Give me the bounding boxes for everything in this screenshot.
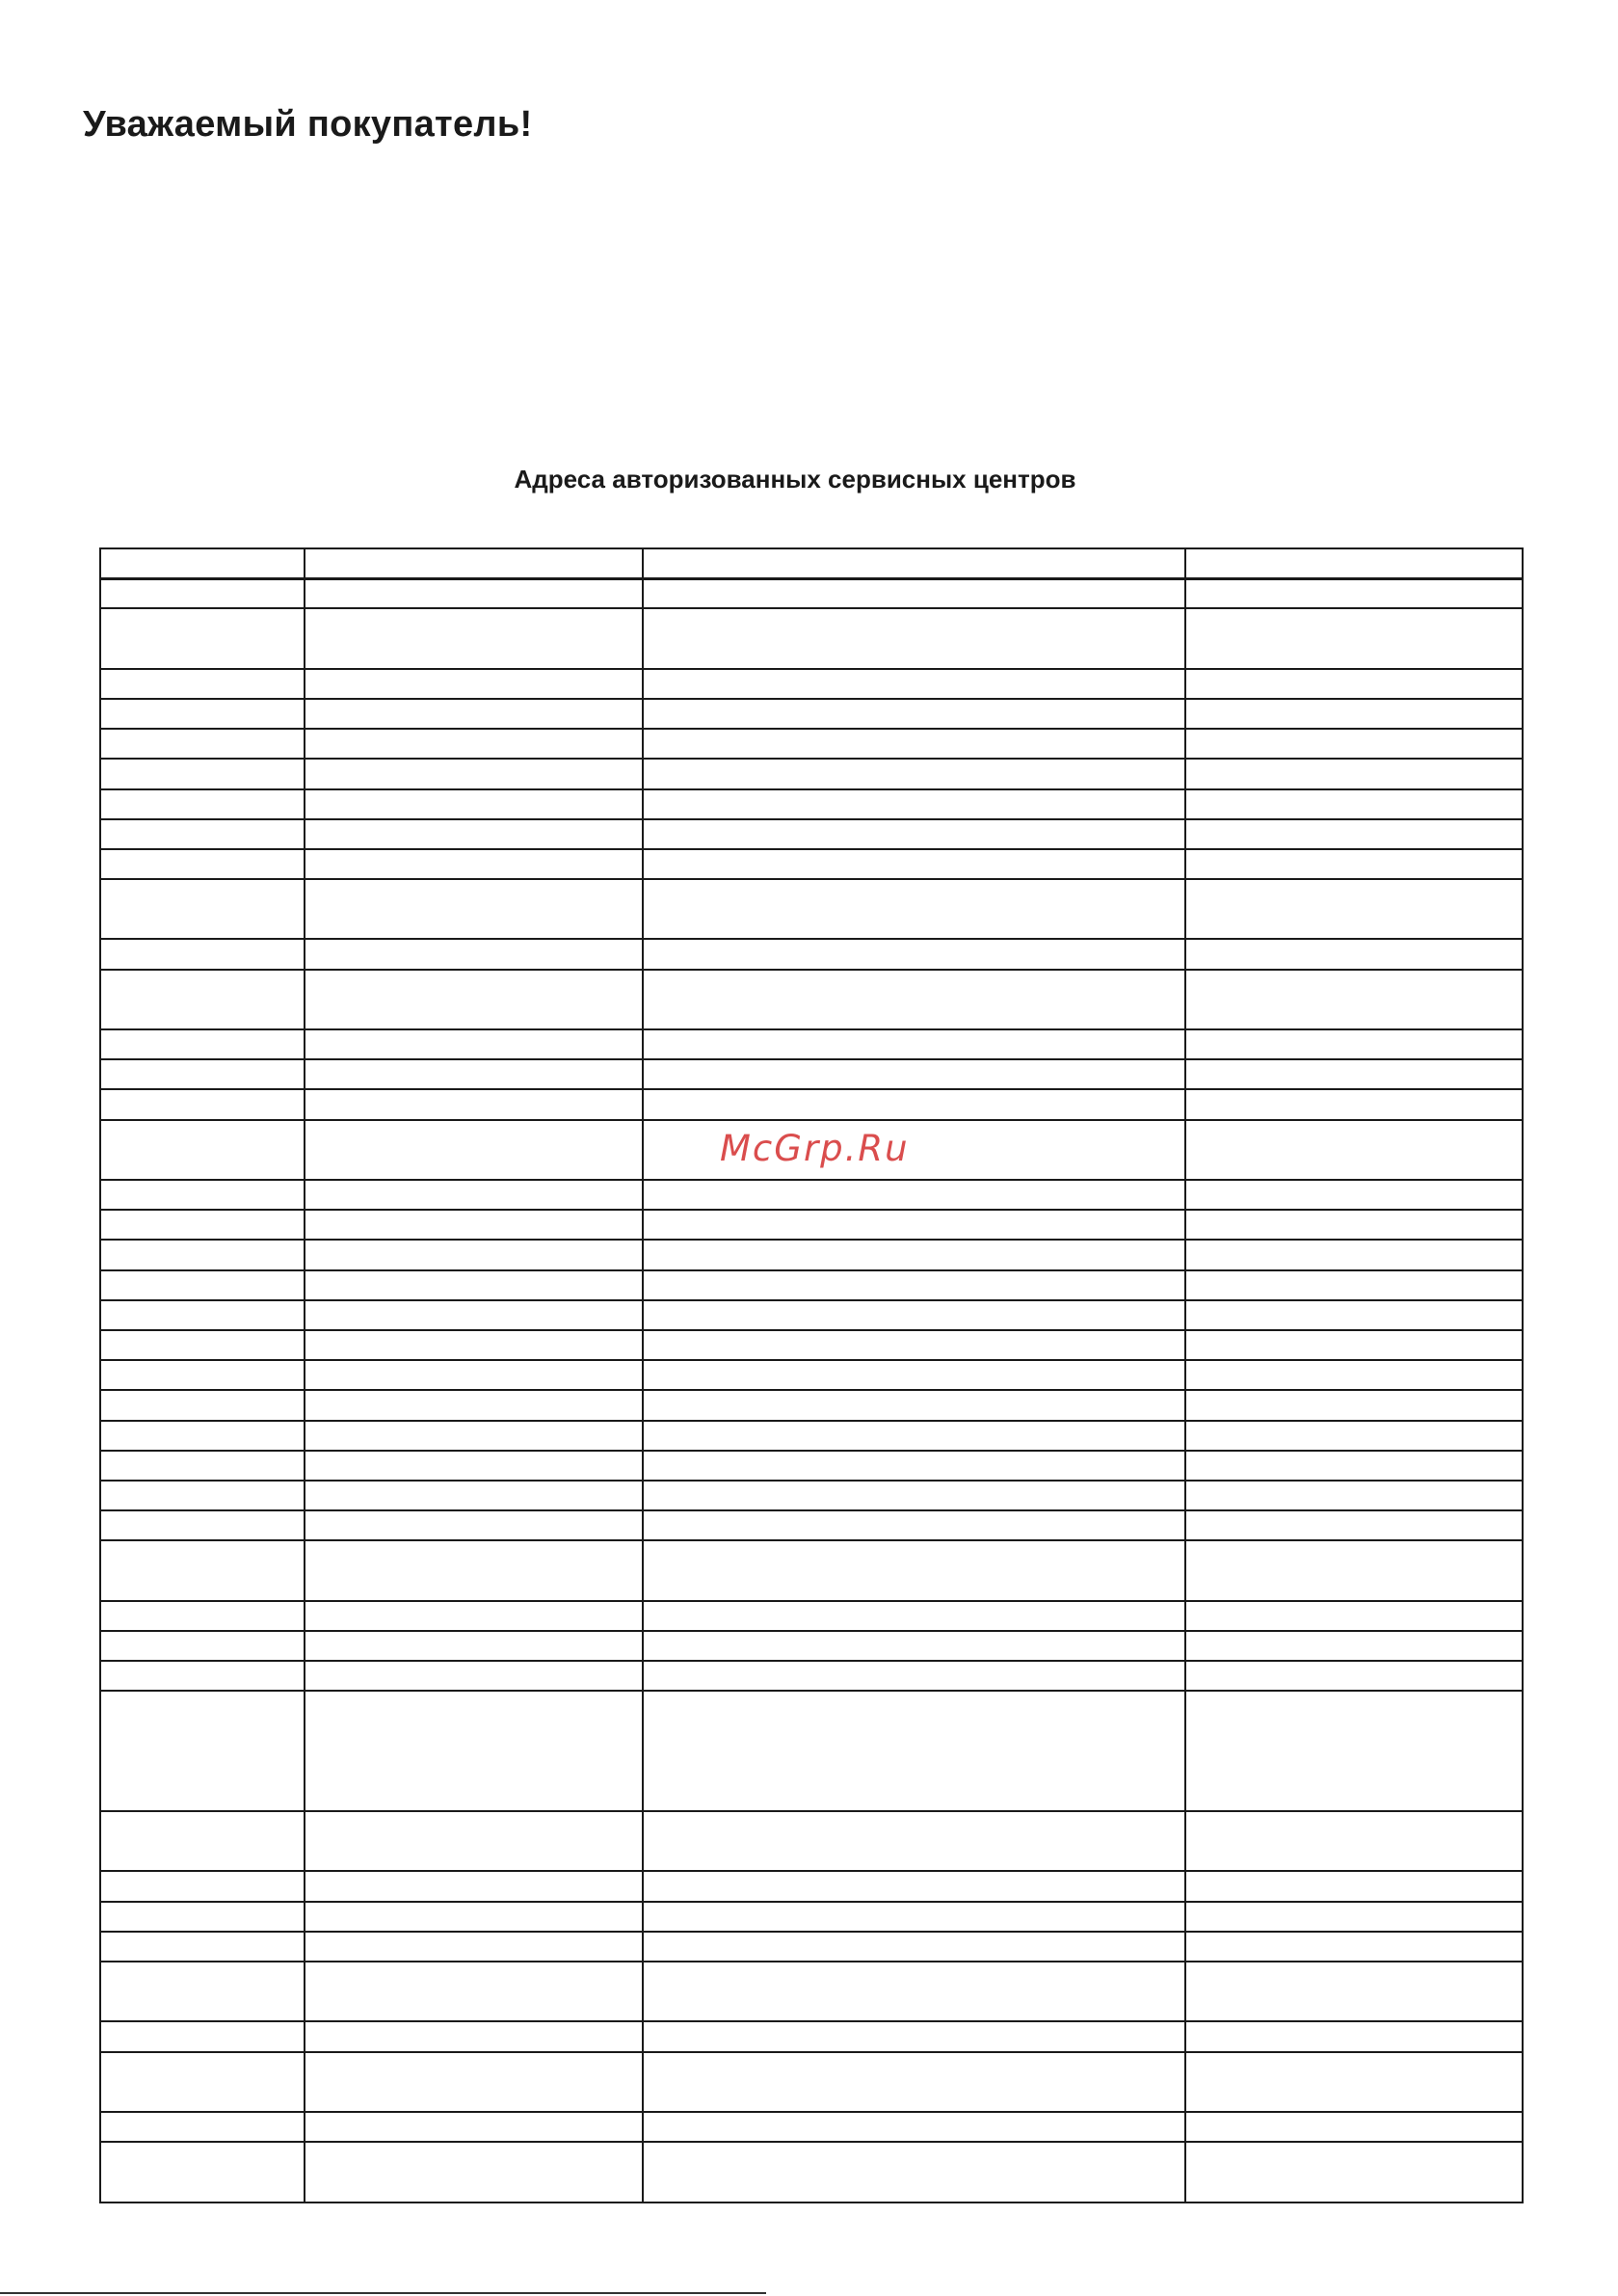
table-row bbox=[100, 1540, 1523, 1600]
table-cell bbox=[305, 1451, 643, 1481]
table-cell bbox=[1185, 1510, 1523, 1540]
table-cell bbox=[643, 1180, 1185, 1210]
table-cell bbox=[643, 939, 1185, 969]
table-cell bbox=[643, 1481, 1185, 1510]
table-row bbox=[100, 939, 1523, 969]
table-cell bbox=[1185, 1089, 1523, 1119]
table-cell bbox=[305, 1210, 643, 1240]
table-cell bbox=[643, 1510, 1185, 1540]
table-cell bbox=[1185, 1360, 1523, 1390]
table-cell bbox=[305, 1902, 643, 1932]
table-cell bbox=[643, 1631, 1185, 1661]
table-cell bbox=[305, 819, 643, 849]
table-row bbox=[100, 1029, 1523, 1059]
table-cell bbox=[100, 939, 305, 969]
table-cell bbox=[305, 789, 643, 819]
table-cell bbox=[643, 1330, 1185, 1360]
table-row bbox=[100, 2142, 1523, 2202]
table-cell bbox=[643, 1029, 1185, 1059]
table-row bbox=[100, 1481, 1523, 1510]
table-cell bbox=[1185, 2112, 1523, 2142]
table-cell bbox=[100, 2112, 305, 2142]
table-row bbox=[100, 1631, 1523, 1661]
table-cell bbox=[305, 759, 643, 788]
table-cell bbox=[100, 1330, 305, 1360]
table-cell bbox=[1185, 608, 1523, 668]
table-cell bbox=[305, 1120, 643, 1180]
table-row bbox=[100, 1510, 1523, 1540]
table-cell bbox=[100, 1811, 305, 1871]
table-cell bbox=[1185, 1691, 1523, 1811]
table-cell bbox=[1185, 1871, 1523, 1901]
table-cell bbox=[1185, 729, 1523, 759]
table-cell bbox=[643, 970, 1185, 1029]
table-row bbox=[100, 1210, 1523, 1240]
table-cell bbox=[1185, 879, 1523, 939]
table-cell bbox=[1185, 1481, 1523, 1510]
table-cell bbox=[1185, 1270, 1523, 1300]
table-cell bbox=[643, 1210, 1185, 1240]
table-cell bbox=[643, 1932, 1185, 1962]
table-cell bbox=[100, 669, 305, 699]
table-row bbox=[100, 2021, 1523, 2051]
table-cell bbox=[1185, 2142, 1523, 2202]
table-cell bbox=[1185, 1421, 1523, 1451]
table-cell bbox=[1185, 1661, 1523, 1691]
table-row bbox=[100, 1451, 1523, 1481]
table-cell bbox=[1185, 1540, 1523, 1600]
service-centers-title: Адреса авторизованных сервисных центров bbox=[514, 465, 1076, 494]
table-cell bbox=[305, 1601, 643, 1631]
table-cell bbox=[1185, 1210, 1523, 1240]
table-row bbox=[100, 970, 1523, 1029]
table-cell bbox=[643, 1300, 1185, 1330]
table-row bbox=[100, 1661, 1523, 1691]
table-cell bbox=[643, 1089, 1185, 1119]
footnote-rule bbox=[0, 2292, 766, 2294]
table-header-cell bbox=[305, 548, 643, 578]
table-cell bbox=[643, 699, 1185, 729]
table-cell bbox=[305, 1421, 643, 1451]
table-cell bbox=[305, 1240, 643, 1269]
table-cell bbox=[305, 1661, 643, 1691]
table-cell bbox=[643, 789, 1185, 819]
table-cell bbox=[1185, 1601, 1523, 1631]
table-cell bbox=[643, 1540, 1185, 1600]
table-row bbox=[100, 879, 1523, 939]
table-row bbox=[100, 1330, 1523, 1360]
table-cell bbox=[100, 1089, 305, 1119]
table-cell bbox=[305, 1932, 643, 1962]
table-row bbox=[100, 1059, 1523, 1089]
table-cell bbox=[100, 1029, 305, 1059]
table-row bbox=[100, 1089, 1523, 1119]
table-cell bbox=[643, 1871, 1185, 1901]
table-cell bbox=[1185, 970, 1523, 1029]
table-row bbox=[100, 1270, 1523, 1300]
table-cell bbox=[643, 1811, 1185, 1871]
table-cell bbox=[305, 1089, 643, 1119]
table-cell bbox=[643, 2052, 1185, 2112]
table-cell bbox=[305, 2021, 643, 2051]
table-cell bbox=[305, 2142, 643, 2202]
table-cell bbox=[305, 608, 643, 668]
table-cell bbox=[305, 1390, 643, 1420]
page-heading: Уважаемый покупатель! bbox=[83, 104, 533, 145]
table-row bbox=[100, 1871, 1523, 1901]
table-cell bbox=[305, 1300, 643, 1330]
table-cell bbox=[1185, 669, 1523, 699]
table-cell bbox=[643, 1962, 1185, 2021]
table-cell bbox=[100, 1631, 305, 1661]
table-cell bbox=[100, 970, 305, 1029]
table-cell bbox=[100, 789, 305, 819]
table-cell bbox=[643, 1661, 1185, 1691]
table-header-row bbox=[100, 548, 1523, 578]
table-cell bbox=[305, 849, 643, 879]
table-cell bbox=[643, 1390, 1185, 1420]
table-cell bbox=[1185, 1962, 1523, 2021]
table-row bbox=[100, 789, 1523, 819]
table-row bbox=[100, 1962, 1523, 2021]
table-cell bbox=[1185, 2021, 1523, 2051]
table-cell bbox=[1185, 1240, 1523, 1269]
table-cell bbox=[1185, 1811, 1523, 1871]
service-centers-table bbox=[99, 547, 1524, 2203]
watermark: McGrp.Ru bbox=[720, 1128, 910, 1169]
table-cell bbox=[100, 608, 305, 668]
table-cell bbox=[100, 1210, 305, 1240]
table-row bbox=[100, 759, 1523, 788]
table-cell bbox=[100, 1360, 305, 1390]
table-cell bbox=[305, 2112, 643, 2142]
table-cell bbox=[100, 2142, 305, 2202]
table-cell bbox=[100, 1902, 305, 1932]
table-cell bbox=[305, 1631, 643, 1661]
table-cell bbox=[643, 1421, 1185, 1451]
table-cell bbox=[643, 1240, 1185, 1269]
service-centers-table-wrapper bbox=[99, 547, 1522, 2203]
table-cell bbox=[100, 1932, 305, 1962]
table-cell bbox=[100, 849, 305, 879]
table-cell bbox=[305, 1691, 643, 1811]
table-cell bbox=[643, 578, 1185, 608]
table-cell bbox=[1185, 1390, 1523, 1420]
table-cell bbox=[1185, 939, 1523, 969]
table-cell bbox=[643, 1270, 1185, 1300]
table-row bbox=[100, 849, 1523, 879]
table-cell bbox=[100, 1270, 305, 1300]
table-cell bbox=[100, 2021, 305, 2051]
table-cell bbox=[643, 2112, 1185, 2142]
table-cell bbox=[305, 1811, 643, 1871]
table-cell bbox=[1185, 1451, 1523, 1481]
table-cell bbox=[100, 699, 305, 729]
table-cell bbox=[305, 939, 643, 969]
table-cell bbox=[1185, 1029, 1523, 1059]
table-cell bbox=[643, 2021, 1185, 2051]
table-row bbox=[100, 1421, 1523, 1451]
table-cell bbox=[643, 729, 1185, 759]
table-cell bbox=[305, 729, 643, 759]
table-row bbox=[100, 669, 1523, 699]
table-cell bbox=[100, 1421, 305, 1451]
table-cell bbox=[1185, 819, 1523, 849]
table-cell bbox=[100, 1601, 305, 1631]
table-cell bbox=[1185, 2052, 1523, 2112]
table-cell bbox=[305, 1540, 643, 1600]
table-cell bbox=[643, 879, 1185, 939]
table-cell bbox=[643, 669, 1185, 699]
table-row bbox=[100, 1360, 1523, 1390]
table-cell bbox=[305, 1330, 643, 1360]
table-cell bbox=[643, 1902, 1185, 1932]
table-cell bbox=[1185, 1300, 1523, 1330]
table-header-cell bbox=[100, 548, 305, 578]
table-cell bbox=[305, 1962, 643, 2021]
table-cell bbox=[305, 669, 643, 699]
table-row bbox=[100, 608, 1523, 668]
table-row bbox=[100, 1811, 1523, 1871]
table-header-cell bbox=[643, 548, 1185, 578]
table-cell bbox=[100, 1540, 305, 1600]
table-cell bbox=[1185, 699, 1523, 729]
table-cell bbox=[100, 729, 305, 759]
table-row bbox=[100, 1601, 1523, 1631]
table-row bbox=[100, 1932, 1523, 1962]
table-row bbox=[100, 1902, 1523, 1932]
table-cell bbox=[643, 759, 1185, 788]
table-cell bbox=[100, 1120, 305, 1180]
table-row bbox=[100, 819, 1523, 849]
table-cell bbox=[1185, 1120, 1523, 1180]
table-cell bbox=[1185, 1330, 1523, 1360]
table-cell bbox=[100, 1481, 305, 1510]
table-cell bbox=[100, 1871, 305, 1901]
table-cell bbox=[1185, 849, 1523, 879]
table-cell bbox=[305, 1029, 643, 1059]
table-cell bbox=[643, 2142, 1185, 2202]
table-cell bbox=[305, 699, 643, 729]
table-cell bbox=[305, 578, 643, 608]
table-cell bbox=[100, 1180, 305, 1210]
table-cell bbox=[643, 1601, 1185, 1631]
table-header-cell bbox=[1185, 548, 1523, 578]
table-cell bbox=[1185, 789, 1523, 819]
table-cell bbox=[1185, 1902, 1523, 1932]
table-cell bbox=[100, 578, 305, 608]
table-row bbox=[100, 1691, 1523, 1811]
table-cell bbox=[643, 608, 1185, 668]
table-cell bbox=[100, 879, 305, 939]
table-cell bbox=[100, 2052, 305, 2112]
table-row bbox=[100, 578, 1523, 608]
table-cell bbox=[1185, 578, 1523, 608]
table-cell bbox=[1185, 1932, 1523, 1962]
table-cell bbox=[305, 970, 643, 1029]
table-cell bbox=[100, 1390, 305, 1420]
table-cell bbox=[1185, 759, 1523, 788]
table-cell bbox=[100, 1661, 305, 1691]
table-cell bbox=[100, 1059, 305, 1089]
table-cell bbox=[305, 1180, 643, 1210]
table-cell bbox=[305, 879, 643, 939]
table-cell bbox=[1185, 1059, 1523, 1089]
table-cell bbox=[643, 1451, 1185, 1481]
table-cell bbox=[643, 849, 1185, 879]
table-row bbox=[100, 1390, 1523, 1420]
table-cell bbox=[305, 2052, 643, 2112]
table-row bbox=[100, 1300, 1523, 1330]
table-cell bbox=[100, 1240, 305, 1269]
table-row bbox=[100, 1240, 1523, 1269]
table-row bbox=[100, 1180, 1523, 1210]
table-cell bbox=[100, 759, 305, 788]
table-cell bbox=[100, 1691, 305, 1811]
table-cell bbox=[643, 1691, 1185, 1811]
table-cell bbox=[305, 1481, 643, 1510]
table-cell bbox=[100, 1451, 305, 1481]
table-cell bbox=[305, 1059, 643, 1089]
table-cell bbox=[643, 819, 1185, 849]
table-cell bbox=[643, 1360, 1185, 1390]
table-cell bbox=[305, 1510, 643, 1540]
table-cell bbox=[100, 1962, 305, 2021]
service-centers-table-body bbox=[100, 548, 1523, 2203]
table-row bbox=[100, 2052, 1523, 2112]
table-cell bbox=[100, 819, 305, 849]
table-cell bbox=[100, 1510, 305, 1540]
table-row bbox=[100, 699, 1523, 729]
table-cell bbox=[305, 1270, 643, 1300]
table-row bbox=[100, 2112, 1523, 2142]
table-cell bbox=[1185, 1631, 1523, 1661]
table-row bbox=[100, 729, 1523, 759]
table-cell bbox=[643, 1059, 1185, 1089]
table-cell bbox=[305, 1360, 643, 1390]
table-cell bbox=[1185, 1180, 1523, 1210]
table-cell bbox=[305, 1871, 643, 1901]
table-cell bbox=[100, 1300, 305, 1330]
